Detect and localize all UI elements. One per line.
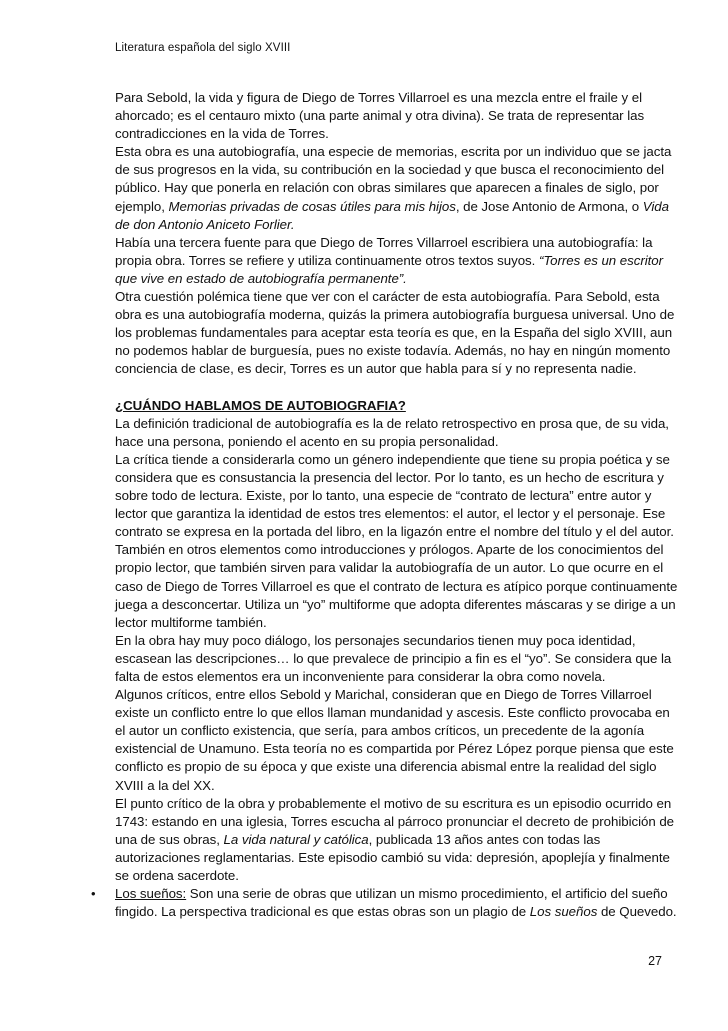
book-title-vida-forlier: Vida de don Antonio Aniceto Forlier. xyxy=(115,198,669,232)
text-run: , de Jose Antonio de Armona, o xyxy=(455,198,643,214)
paragraph-reading-contract: La crítica tiende a considerarla como un género independiente que tiene su propia poética y se considera que es consustancia la presencia del lector. Por lo tanto, es un hecho de escritura y sobre todo de lectura. Existe, por lo tanto, una especie de “contrato de lectura” entre autor y lector que garantiza la identidad de estos tres elementos: el autor, el lector y el personaje. Ese contrato se expresa en la portada del libro, en la ligazón entre el nombre del título y el del autor. También en otros elementos como introducciones y prólogos. Aparte de los conocimientos del propio lector, que también sirven para validar la autobiografía de un autor. Lo que ocurre en el caso de Diego de Torres Villarroel es que el contrato de lectura es atípico porque continuamente juega a desconcertar. Utiliza un “yo” multiforme que adopta diferentes máscaras y se dirige a un lector multiforme también. xyxy=(115,451,678,630)
document-body xyxy=(91,89,683,921)
text-run: Esta obra es una autobiografía, una especie de memorias, escrita por un individuo que se jacta de sus progresos en la vida, su contribución en la sociedad y que busca el reconocimiento del público. Hay que ponerla en relación con obras similares que aparecen a finales de siglo, por ejemplo, xyxy=(115,144,672,214)
paragraph-little-dialogue: En la obra hay muy poco diálogo, los personajes secundarios tienen muy poca identidad, escasean las descripciones… lo que prevalece de principio a fin es el “yo”. Se considera que la falta de estos elementos era un inconveniente para considerar la obra como novela. xyxy=(115,632,672,684)
book-title-memorias: Memorias privadas de cosas útiles para mis hijos xyxy=(168,198,456,214)
section-heading-autobiography: ¿CUÁNDO HABLAMOS DE AUTOBIOGRAFIA? xyxy=(115,397,406,413)
bullet-marker: • xyxy=(91,886,96,902)
paragraph-sebold-centaur: Para Sebold, la vida y figura de Diego de Torres Villarroel es una mezcla entre el fraile y el ahorcado; es el centauro mixto (una parte animal y otra divina). Se trata de representar las contradicciones en la vida de Torres. xyxy=(115,90,645,142)
paragraph-spacer xyxy=(115,379,683,397)
quote-permanent-autobiography: “Torres es un escritor que vive en estado de autobiografía permanente”. xyxy=(115,252,663,286)
page-number: 27 xyxy=(648,954,662,968)
paragraph-autobiography-memoirs xyxy=(115,143,683,233)
bullet-label: Los sueños: xyxy=(115,886,187,902)
bullet-item-los-suenos xyxy=(91,885,683,921)
text-run: , publicada 13 años antes con todas las autorizaciones reglamentarias. Este episodio cambió su vida: depresión, apoplejía y finalmente se ordena sacerdote. xyxy=(115,831,670,884)
paragraph-traditional-definition: La definición tradicional de autobiografía es la de relato retrospectivo en prosa que, de su vida, hace una persona, poniendo el acento en su propia personalidad. xyxy=(115,415,669,449)
running-header: Literatura española del siglo XVIII xyxy=(115,42,291,54)
paragraph-mundanity-ascesis: Algunos críticos, entre ellos Sebold y Marichal, consideran que en Diego de Torres Villarroel existe un conflicto entre lo que ellos llaman mundanidad y ascesis. Este conflicto provocaba en el autor un conflicto existencia, que sería, para ambos críticos, un precedente de la agonía existencial de Unamuno. Esta teoría no es compartida por Pérez López porque piensa que este conflicto es propio de su época y que existe una diferencia abismal entre la realidad del siglo XVIII a la del XX. xyxy=(115,687,674,793)
text-run: El punto crítico de la obra y probablemente el motivo de su escritura es un episodio ocurrido en 1743: estando en una iglesia, Torres escucha al párroco pronunciar el decreto de prohibición de una de sus obras, xyxy=(115,795,675,847)
paragraph-critical-episode xyxy=(115,795,683,885)
text-run: de Quevedo. xyxy=(597,904,677,920)
text-run: Había una tercera fuente para que Diego de Torres Villarroel escribiera una autobiografía: la propia obra. Torres se refiere y utiliza continuamente otros textos suyos. xyxy=(115,234,653,268)
paragraph-third-source xyxy=(115,234,683,288)
paragraph-bourgeois-autobiography: Otra cuestión polémica tiene que ver con el carácter de esta autobiografía. Para Sebold, esta obra es una autobiografía moderna, quizás la primera autobiografía burguesa universal. Uno de los problemas fundamentales para aceptar esta teoría es que, en la España del siglo XVIII, aun no podemos hablar de burguesía, pues no existe todavía. Además, no hay en ningún momento conciencia de clase, es decir, Torres es un autor que habla para sí y no representa nadie. xyxy=(115,289,675,377)
book-title-vida-natural: La vida natural y católica xyxy=(223,831,369,847)
book-title-los-suenos: Los sueños xyxy=(529,904,598,920)
text-run: Son una serie de obras que utilizan un mismo procedimiento, el artificio del sueño fingido. La perspectiva tradicional es que estas obras son un plagio de xyxy=(115,886,668,920)
